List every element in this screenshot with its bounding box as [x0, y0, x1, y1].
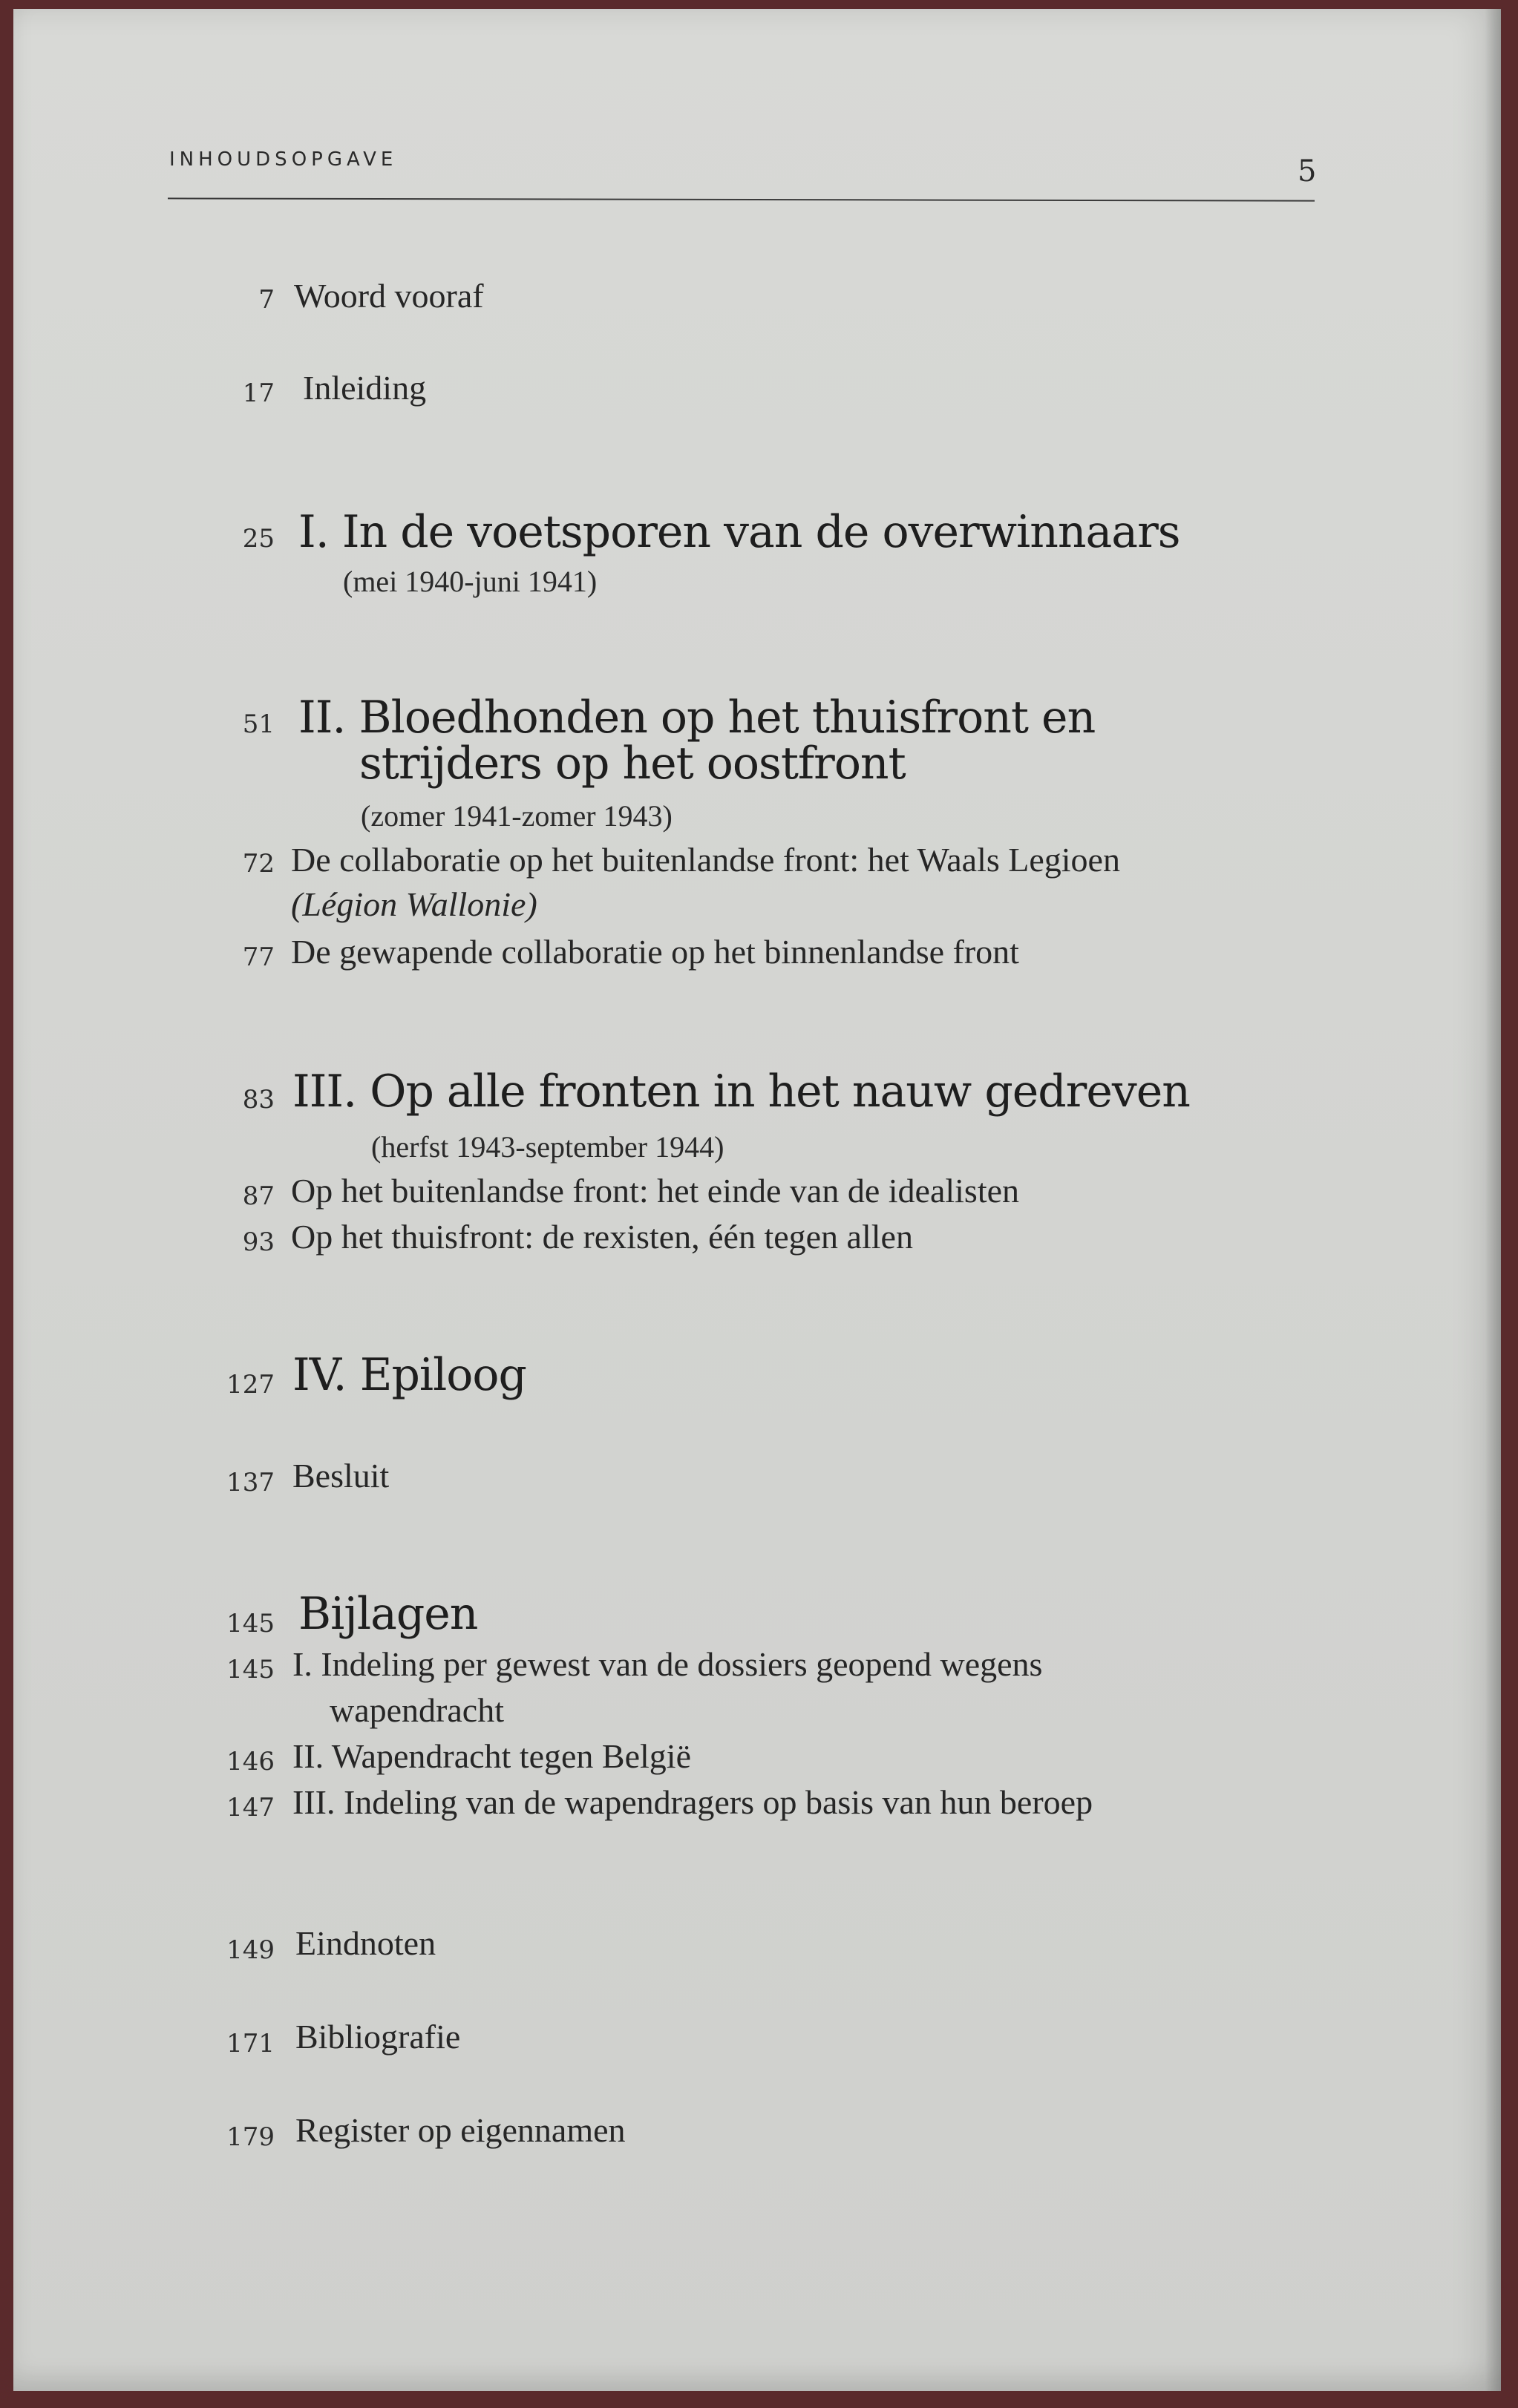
- toc-entry-inleiding: Inleiding: [303, 369, 427, 407]
- chapter-2-title-line1: II. Bloedhonden op het thuisfront en: [298, 692, 1096, 744]
- toc-page-number: 83: [242, 1085, 275, 1115]
- running-head: INHOUDSOPGAVE: [169, 148, 398, 171]
- toc-entry-eindnoten: Eindnoten: [295, 1924, 436, 1962]
- toc-page-number: 7: [258, 285, 275, 315]
- bijlagen-title: Bijlagen: [298, 1588, 478, 1640]
- toc-page-number: 145: [226, 1655, 275, 1684]
- toc-page-number: 145: [226, 1609, 275, 1638]
- book-page: [13, 9, 1501, 2391]
- header-rule: [168, 197, 1315, 201]
- toc-entry-bibliografie: Bibliografie: [295, 2018, 461, 2056]
- toc-entry-register: Register op eigennamen: [295, 2111, 626, 2149]
- toc-page-number: 77: [242, 942, 275, 972]
- toc-page-number: 149: [226, 1935, 275, 1965]
- toc-page-number: 171: [226, 2029, 275, 2058]
- chapter-4-title: IV. Epiloog: [292, 1349, 526, 1401]
- chapter-3-title: III. Op alle fronten in het nauw gedreven: [292, 1066, 1190, 1118]
- bijlage-3: III. Indeling van de wapendragers op basis van hun beroep: [292, 1783, 1093, 1821]
- toc-entry-besluit: Besluit: [292, 1457, 390, 1495]
- bijlage-1-line1: I. Indeling per gewest van de dossiers geopend wegens: [292, 1645, 1043, 1683]
- toc-page-number: 127: [226, 1370, 275, 1400]
- page-edge-shadow: [1485, 9, 1501, 2391]
- bijlage-2: II. Wapendracht tegen België: [292, 1737, 691, 1775]
- toc-page-number: 137: [226, 1468, 275, 1497]
- page-number: 5: [1298, 154, 1317, 188]
- toc-page-number: 72: [242, 849, 275, 879]
- toc-page-number: 25: [242, 524, 275, 554]
- toc-page-number: 93: [242, 1227, 275, 1257]
- toc-section-binnenlandse-front: De gewapende collaboratie op het binnenlandse front: [291, 933, 1019, 971]
- toc-section-einde-idealisten: Op het buitenlandse front: het einde van de idealisten: [291, 1172, 1020, 1210]
- toc-page-number: 51: [242, 709, 275, 739]
- toc-page-number: 179: [226, 2122, 275, 2152]
- toc-page-number: 17: [242, 378, 275, 408]
- chapter-1-title: I. In de voetsporen van de overwinnaars: [298, 506, 1180, 558]
- bijlage-1-line2: wapendracht: [330, 1691, 504, 1729]
- toc-section-waals-legioen: De collaboratie op het buitenlandse front: het Waals Legioen: [291, 841, 1120, 879]
- toc-page-number: 87: [242, 1181, 275, 1211]
- toc-section-rexisten: Op het thuisfront: de rexisten, één tegen allen: [291, 1218, 913, 1256]
- toc-page-number: 147: [226, 1793, 275, 1823]
- chapter-2-title-line2: strijders op het oostfront: [359, 738, 906, 790]
- chapter-2-period: (zomer 1941-zomer 1943): [361, 799, 673, 833]
- toc-page-number: 146: [226, 1747, 275, 1777]
- chapter-3-period: (herfst 1943-september 1944): [371, 1130, 724, 1164]
- toc-entry-woord-vooraf: Woord vooraf: [294, 277, 484, 315]
- toc-section-legion-wallonie: (Légion Wallonie): [291, 885, 537, 923]
- chapter-1-period: (mei 1940-juni 1941): [343, 565, 598, 598]
